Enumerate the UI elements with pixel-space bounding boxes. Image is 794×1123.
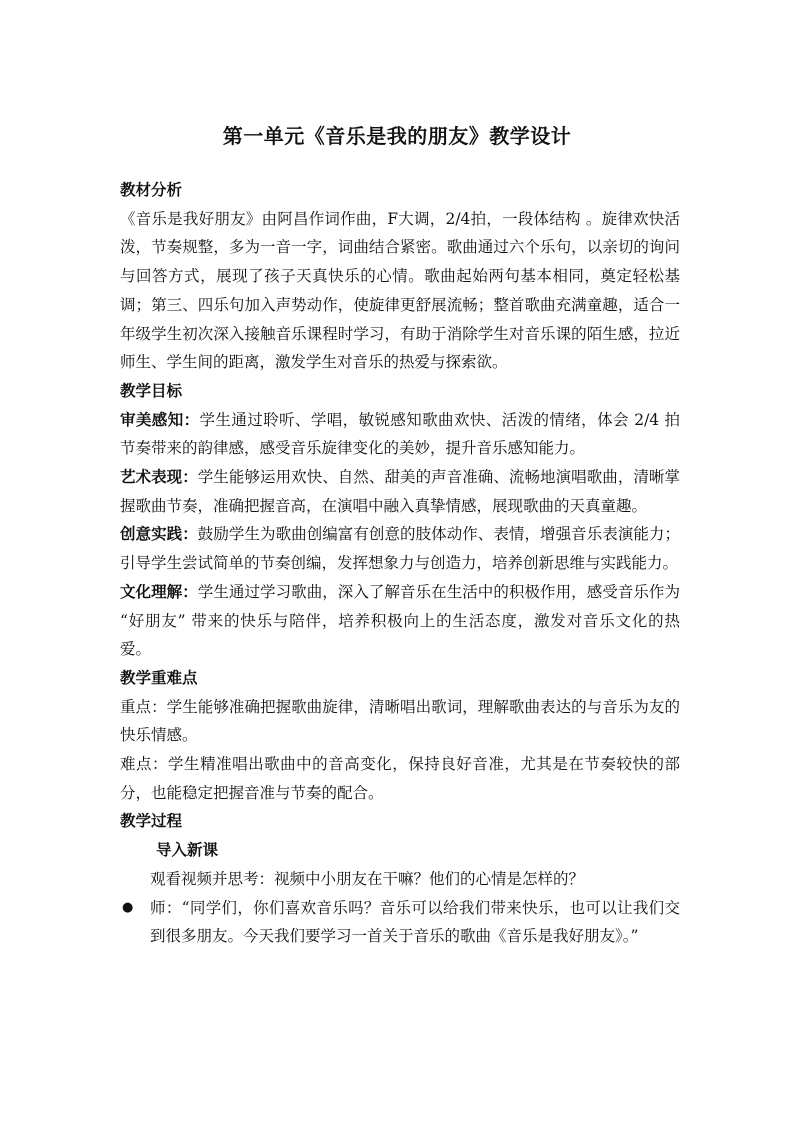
goal-text: 鼓励学生为歌曲创编富有创意的肢体动作、表情，增强音乐表演能力；引导学生尝试简单的节奏创编，发挥想象力与创造力，培养创新思维与实践能力。 xyxy=(120,525,680,573)
section-heading-key-points: 教学重难点 xyxy=(120,667,198,687)
goal-item-culture xyxy=(120,578,680,664)
goal-label: 文化理解： xyxy=(120,581,198,601)
section-heading-goals: 教学目标 xyxy=(120,380,183,400)
goal-text: 学生通过聆听、学唱，敏锐感知歌曲欢快、活泼的情绪，体会 2/4 拍节奏带来的韵律感，感受音乐旋律变化的美妙，提升音乐感知能力。 xyxy=(120,410,680,458)
document-body xyxy=(120,176,680,951)
goal-item-creative xyxy=(120,520,680,577)
goal-item-aesthetic xyxy=(120,406,680,463)
subheading-intro: 导入新课 xyxy=(156,840,219,860)
section-heading-process: 教学过程 xyxy=(120,811,183,831)
goal-label: 艺术表现： xyxy=(120,467,198,487)
page-title: 第一单元《音乐是我的朋友》教学设计 xyxy=(222,124,572,148)
goal-text: 学生通过学习歌曲，深入了解音乐在生活中的积极作用，感受音乐作为 “好朋友” 带来的快乐与陪伴，培养积极向上的生活态度，激发对音乐文化的热爱。 xyxy=(120,582,680,659)
goal-text: 学生能够运用欢快、自然、甜美的声音准确、流畅地演唱歌曲，清晰掌握歌曲节奏，准确把握音高，在演唱中融入真挚情感，展现歌曲的天真童趣。 xyxy=(120,468,680,515)
difficulty-paragraph: 难点：学生精准唱出歌曲中的音高变化，保持良好音准，尤其是在节奏较快的部分，也能稳定把握音准与节奏的配合。 xyxy=(120,755,680,802)
list-item xyxy=(120,894,680,951)
goal-label: 审美感知： xyxy=(120,409,200,429)
bullet-icon: ● xyxy=(122,899,134,915)
intro-paragraph: 观看视频并思考：视频中小朋友在干嘛？他们的心情是怎样的？ xyxy=(150,869,585,888)
key-point-paragraph: 重点：学生能够准确把握歌曲旋律，清晰唱出歌词，理解歌曲表达的与音乐为友的快乐情感。 xyxy=(120,697,680,745)
analysis-paragraph: 《音乐是我好朋友》由阿昌作词作曲，F大调，2/4拍，一段体结构 。旋律欢快活泼，节奏规整，多为一音一字，词曲结合紧密。歌曲通过六个乐句，以亲切的询问与回答方式，展现了孩子天真快乐的心情。歌曲起始两句基本相同，奠定轻松基调；第三、四乐句加入声势动作，使旋律更舒展流畅；整首歌曲充满童趣，适合一年级学生初次深入接触音乐课程时学习，有助于消除学生对音乐课的陌生感，拉近师生、学生间的距离，激发学生对音乐的热爱与探索欲。 xyxy=(120,209,680,372)
goal-label: 创意实践： xyxy=(120,524,198,544)
section-heading-analysis: 教材分析 xyxy=(120,180,183,199)
list-item-text: 师：“同学们，你们喜欢音乐吗？音乐可以给我们带来快乐，也可以让我们交到很多朋友。今天我们要学习一首关于音乐的歌曲《音乐是我好朋友》。” xyxy=(150,898,680,946)
goal-item-expression xyxy=(120,463,680,520)
